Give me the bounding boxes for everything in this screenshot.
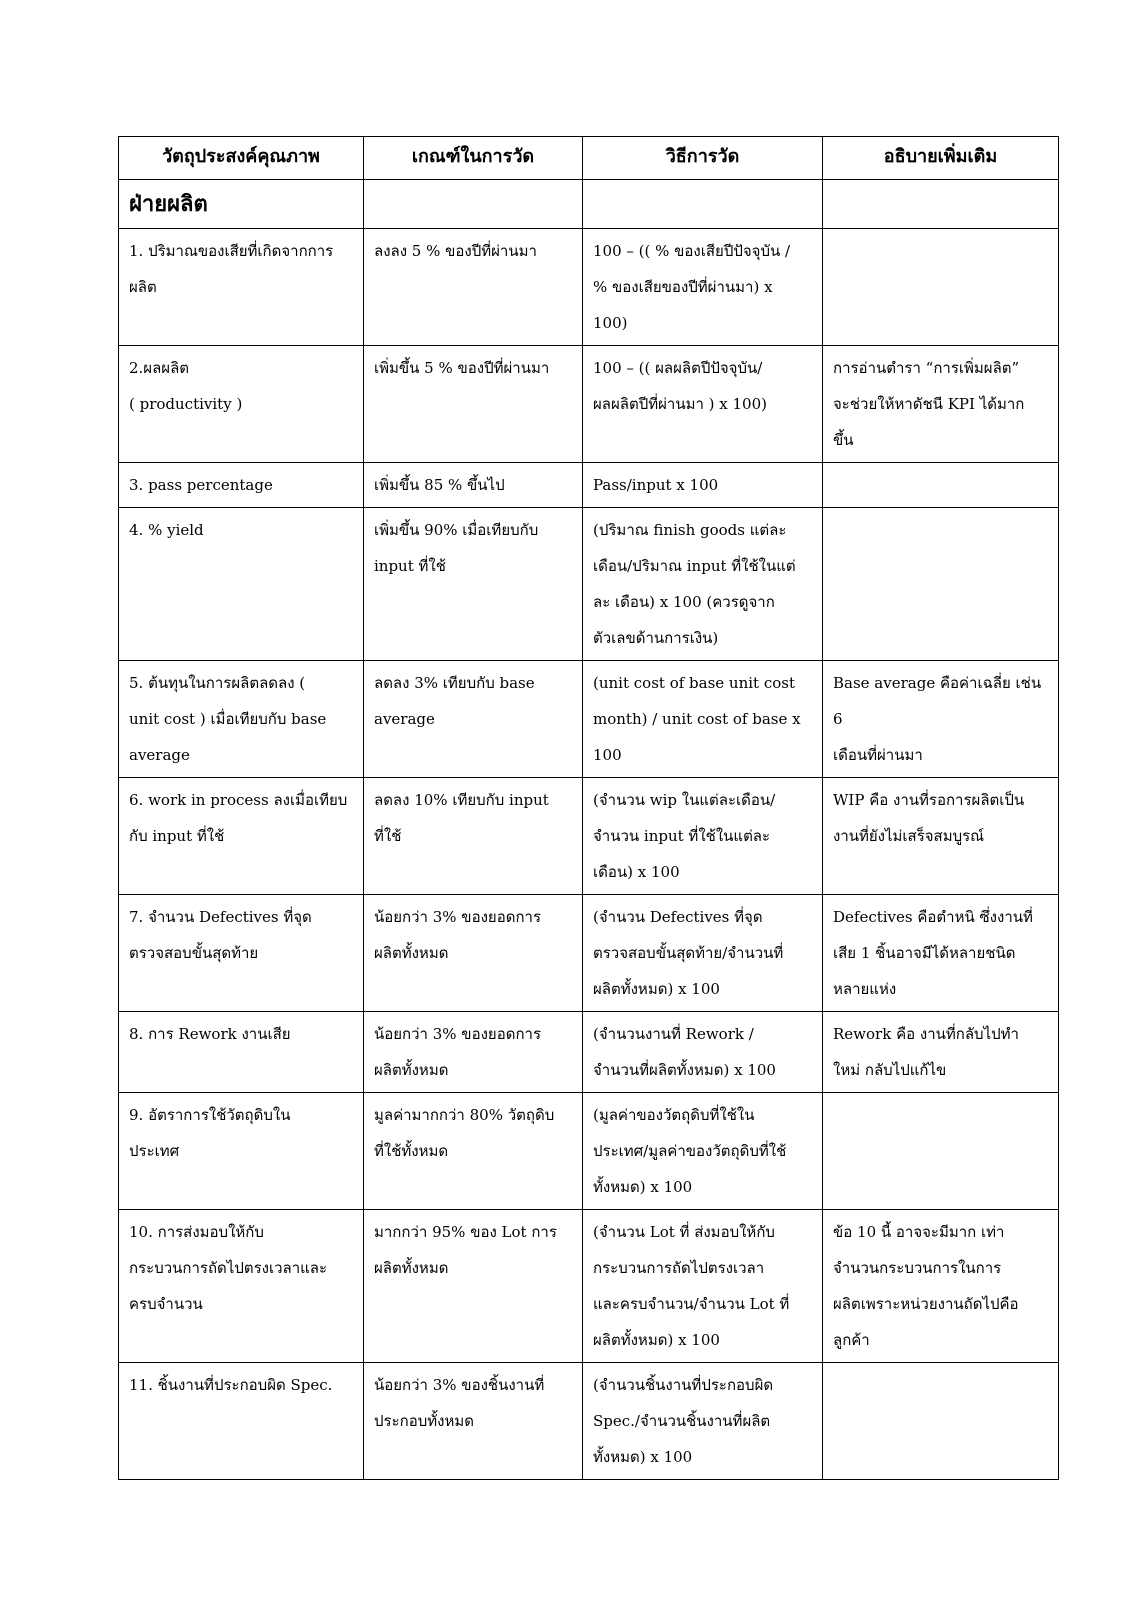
section-row [119, 180, 1059, 229]
cell-criteria-text: มากกว่า 95% ของ Lot การ ผลิตทั้งหมด [374, 1223, 557, 1277]
cell-objective-text: 1. ปริมาณของเสียที่เกิดจากการ ผลิต [129, 242, 334, 296]
cell-objective [119, 508, 364, 661]
cell-method [583, 508, 823, 661]
cell-method [583, 1093, 823, 1210]
cell-method-text: (จำนวน Defectives ที่จุด ตรวจสอบขั้นสุดท้าย/จำนวนที่ ผลิตทั้งหมด) x 100 [593, 908, 784, 998]
cell-note [823, 346, 1059, 463]
cell-criteria [364, 895, 583, 1012]
cell-criteria [364, 1093, 583, 1210]
cell-objective-text: 7. จำนวน Defectives ที่จุด ตรวจสอบขั้นสุดท้าย [129, 908, 312, 962]
cell-note [823, 1093, 1059, 1210]
table-row [119, 1012, 1059, 1093]
table-row [119, 1363, 1059, 1480]
cell-note [823, 508, 1059, 661]
cell-method [583, 895, 823, 1012]
cell-method [583, 1210, 823, 1363]
cell-method-text: Pass/input x 100 [593, 476, 719, 494]
cell-criteria [364, 463, 583, 508]
cell-method-text: (จำนวนชิ้นงานที่ประกอบผิด Spec./จำนวนชิ้นงานที่ผลิต ทั้งหมด) x 100 [593, 1376, 774, 1466]
cell-method-text: (unit cost of base unit cost month) / unit cost of base x 100 [593, 674, 801, 764]
cell-method [583, 661, 823, 778]
cell-method-text: (จำนวนงานที่ Rework / จำนวนที่ผลิตทั้งหมด) x 100 [593, 1025, 776, 1079]
cell-objective [119, 778, 364, 895]
cell-objective [119, 1093, 364, 1210]
cell-criteria [364, 1363, 583, 1480]
section-empty-cell [823, 180, 1059, 229]
cell-note [823, 895, 1059, 1012]
cell-note [823, 661, 1059, 778]
cell-note-text: Rework คือ งานที่กลับไปทำ ใหม่ กลับไปแก้ไข [833, 1025, 1019, 1079]
cell-note-text: ข้อ 10 นี้ อาจจะมีมาก เท่า จำนวนกระบวนการในการ ผลิตเพราะหน่วยงานถัดไปคือ ลูกค้า [833, 1223, 1019, 1349]
cell-criteria [364, 508, 583, 661]
cell-note [823, 463, 1059, 508]
header-objective: วัตถุประสงค์คุณภาพ [119, 137, 364, 180]
section-empty-cell [364, 180, 583, 229]
cell-method [583, 463, 823, 508]
cell-method-text: 100 – (( ผลผลิตปีปัจจุบัน/ ผลผลิตปีที่ผ่านมา ) x 100) [593, 359, 767, 413]
quality-objectives-table [118, 136, 1059, 1480]
table-row [119, 661, 1059, 778]
cell-note [823, 229, 1059, 346]
cell-objective-text: 10. การส่งมอบให้กับ กระบวนการถัดไปตรงเวลาและ ครบจำนวน [129, 1223, 328, 1313]
cell-criteria-text: น้อยกว่า 3% ของชิ้นงานที่ ประกอบทั้งหมด [374, 1376, 545, 1430]
cell-objective [119, 1210, 364, 1363]
cell-objective-text: 4. % yield [129, 521, 204, 539]
cell-note [823, 1363, 1059, 1480]
cell-method-text: (จำนวน Lot ที่ ส่งมอบให้กับ กระบวนการถัดไปตรงเวลา และครบจำนวน/จำนวน Lot ที่ ผลิตทั้งหมด) x 100 [593, 1223, 790, 1349]
cell-method [583, 229, 823, 346]
cell-note-text: WIP คือ งานที่รอการผลิตเป็น งานที่ยังไม่เสร็จสมบูรณ์ [833, 791, 1025, 845]
cell-objective-text: 2.ผลผลิต ( productivity ) [129, 359, 243, 413]
table-row [119, 895, 1059, 1012]
cell-objective [119, 661, 364, 778]
cell-criteria [364, 661, 583, 778]
cell-objective-text: 8. การ Rework งานเสีย [129, 1025, 291, 1043]
cell-criteria-text: ลดลง 3% เทียบกับ base average [374, 674, 535, 728]
table-row [119, 229, 1059, 346]
cell-note [823, 1012, 1059, 1093]
cell-criteria-text: ลงลง 5 % ของปีที่ผ่านมา [374, 242, 537, 260]
cell-criteria-text: มูลค่ามากกว่า 80% วัตถุดิบ ที่ใช้ทั้งหมด [374, 1106, 555, 1160]
cell-criteria-text: เพิ่มขึ้น 5 % ของปีที่ผ่านมา [374, 359, 550, 377]
cell-objective-text: 5. ต้นทุนในการผลิตลดลง ( unit cost ) เมื่อเทียบกับ base average [129, 674, 327, 764]
cell-objective-text: 11. ชิ้นงานที่ประกอบผิด Spec. [129, 1376, 333, 1394]
cell-method-text: (มูลค่าของวัตถุดิบที่ใช้ใน ประเทศ/มูลค่าของวัตถุดิบที่ใช้ ทั้งหมด) x 100 [593, 1106, 787, 1196]
cell-objective-text: 6. work in process ลงเมื่อเทียบ กับ input ที่ใช้ [129, 791, 348, 845]
cell-method-text: (ปริมาณ finish goods แต่ละ เดือน/ปริมาณ input ที่ใช้ในแต่ ละ เดือน) x 100 (ควรดูจาก ตัวเลขด้านการเงิน) [593, 521, 796, 647]
table-row [119, 1093, 1059, 1210]
cell-criteria-text: น้อยกว่า 3% ของยอดการ ผลิตทั้งหมด [374, 1025, 541, 1079]
cell-criteria [364, 778, 583, 895]
cell-note-text: การอ่านตำรา “การเพิ่มผลิต” จะช่วยให้หาดัชนี KPI ได้มาก ขึ้น [833, 359, 1025, 449]
cell-criteria [364, 1012, 583, 1093]
cell-note [823, 1210, 1059, 1363]
cell-criteria [364, 346, 583, 463]
section-title: ฝ่ายผลิต [119, 180, 364, 229]
cell-criteria-text: ลดลง 10% เทียบกับ input ที่ใช้ [374, 791, 549, 845]
table-row [119, 508, 1059, 661]
cell-method-text: 100 – (( % ของเสียปีปัจจุบัน / % ของเสียของปีที่ผ่านมา) x 100) [593, 242, 791, 332]
header-criteria: เกณฑ์ในการวัด [364, 137, 583, 180]
cell-criteria [364, 1210, 583, 1363]
cell-objective [119, 1012, 364, 1093]
table-row [119, 1210, 1059, 1363]
cell-objective [119, 463, 364, 508]
cell-objective [119, 346, 364, 463]
cell-criteria [364, 229, 583, 346]
cell-note-text: Base average คือค่าเฉลี่ย เช่น 6 เดือนที่ผ่านมา [833, 674, 1042, 764]
table-row [119, 346, 1059, 463]
cell-method [583, 778, 823, 895]
table-row [119, 463, 1059, 508]
cell-note-text: Defectives คือตำหนิ ซึ่งงานที่ เสีย 1 ชิ้นอาจมีได้หลายชนิด หลายแห่ง [833, 908, 1033, 998]
cell-method [583, 346, 823, 463]
cell-criteria-text: เพิ่มขึ้น 90% เมื่อเทียบกับ input ที่ใช้ [374, 521, 539, 575]
cell-objective [119, 229, 364, 346]
cell-method [583, 1012, 823, 1093]
cell-objective [119, 895, 364, 1012]
cell-note [823, 778, 1059, 895]
cell-method-text: (จำนวน wip ในแต่ละเดือน/ จำนวน input ที่ใช้ในแต่ละ เดือน) x 100 [593, 791, 776, 881]
cell-objective-text: 3. pass percentage [129, 476, 273, 494]
cell-objective-text: 9. อัตราการใช้วัตถุดิบใน ประเทศ [129, 1106, 291, 1160]
cell-objective [119, 1363, 364, 1480]
header-method: วิธีการวัด [583, 137, 823, 180]
table-header-row [119, 137, 1059, 180]
table-row [119, 778, 1059, 895]
cell-method [583, 1363, 823, 1480]
cell-criteria-text: เพิ่มขึ้น 85 % ขึ้นไป [374, 476, 505, 494]
header-note: อธิบายเพิ่มเติม [823, 137, 1059, 180]
section-empty-cell [583, 180, 823, 229]
cell-criteria-text: น้อยกว่า 3% ของยอดการ ผลิตทั้งหมด [374, 908, 541, 962]
